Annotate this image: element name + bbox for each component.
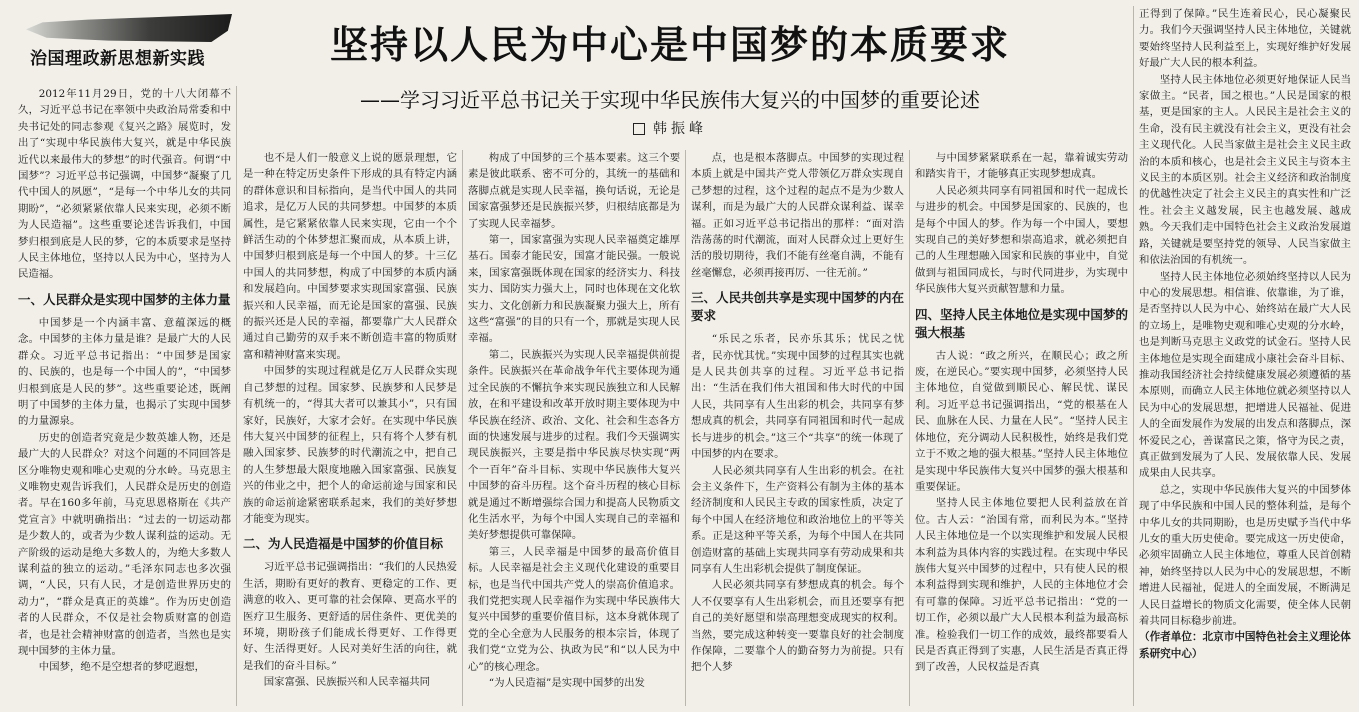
body-paragraph: 人民必须共同享有梦想成真的机会。每个人不仅要享有人生出彩机会，而且还要享有把自己的美好愿望和崇高理想变成现实的权利。当然，要完成这种转变一要靠良好的社会制度作保障，二要靠个人的勤奋努力为前提。只有把个人梦 bbox=[691, 579, 904, 674]
body-paragraph: 正得到了保障。”民生连着民心，民心凝聚民力。我们今天强调坚持人民主体地位，关键就要始终坚持人民利益至上，实现好维护好发展好最广大人民的根本利益。 bbox=[1139, 8, 1351, 70]
section-heading-2: 二、为人民造福是中国梦的价值目标 bbox=[243, 536, 444, 552]
body-paragraph: 总之，实现中华民族伟大复兴的中国梦体现了中华民族和中国人民的整体利益，是每个中华儿女的共同期盼，也是历史赋予当代中华儿女的重大历史使命。要完成这一历史使命，必须牢固确立人民主体地位，尊重人民首创精神，始终坚持以人民为中心的发展思想，不断增进人民福祉，促进人的全面发展，不断满足人民日益增长的物质文化需要，使全体人民朝着共同目标稳步前进。 bbox=[1139, 483, 1351, 628]
byline-box-icon bbox=[633, 123, 645, 135]
column-6 bbox=[1139, 6, 1351, 712]
article-title: 坚持以人民为中心是中国梦的本质要求 bbox=[329, 23, 1010, 67]
body-paragraph: 点，也是根本落脚点。中国梦的实现过程本质上就是中国共产党人带领亿万群众实现自己梦想的过程，这个过程的起点不是为少数人谋利，而是为最广大的人民群众谋利益、谋幸福。正如习近平总书记指出的那样：“面对浩浩荡荡的时代潮流，面对人民群众过上更好生活的殷切期待，我们不能有丝毫自满，不能有丝毫懈怠，必须再接再厉、一往无前。” bbox=[691, 152, 904, 279]
article-subtitle: ——学习习近平总书记关于实现中华民族伟大复兴的中国梦的重要论述 bbox=[360, 88, 980, 112]
column-label bbox=[8, 4, 240, 76]
body-paragraph: 坚持人民主体地位必须始终坚持以人民为中心的发展思想。相信谁、依靠谁，为了谁，是否坚持以人民为中心、始终站在最广大人民的立场上，是唯物史观和唯心史观的分水岭，也是判断马克思主义政党的试金石。坚持人民主体地位是实现全面建成小康社会奋斗目标、推动我国经济社会持续健康发展必须遵循的基本原则，而确立人民主体地位就必须坚持以人民为中心的发展思想，把增进人民福祉、促进人的全面发展作为发展的出发点和落脚点，深怀爱民之心，善谋富民之策，恪守为民之责，真正做到发展为了人民、发展依靠人民、发展成果由人民共享。 bbox=[1139, 270, 1351, 480]
body-paragraph: 人民必须共同享有同祖国和时代一起成长与进步的机会。中国梦是国家的、民族的，也是每个中国人的梦。作为每一个中国人，要想实现自己的美好梦想和崇高追求，就必须把自己的人生理想融入国家和民族的事业中，自觉做到与祖国同成长，与时代同进步，为实现中华民族伟大复兴贡献智慧和力量。 bbox=[915, 184, 1128, 296]
body-paragraph: 也不是人们一般意义上说的愿景理想，它是一种在特定历史条件下形成的具有特定内涵的群体意识和目标指向，是当代中国人的共同追求，是亿万人民的共同梦想。中国梦的本质属性，是它紧紧依靠人民来实现，它由一个个鲜活生动的个体梦想汇聚而成，从本质上讲，中国梦归根到底是每一个中国人的梦。十三亿中国人的共同梦想，构成了中国梦的本质内涵和发展趋向。中国梦要求实现国家富强、民族振兴和人民幸福，而无论是国家的富强、民族的振兴还是人民的幸福，都要靠广大人民群众通过自己勤劳的双手来不断创造丰富的物质财富和精神财富来实现。 bbox=[243, 152, 457, 361]
body-paragraph: 历史的创造者究竟是少数英雄人物，还是最广大的人民群众？对这个问题的不同回答是区分唯物史观和唯心史观的分水岭。马克思主义唯物史观告诉我们，人民群众是历史的创造者。早在160多年前，马克思恩格斯在《共产党宣言》中就明确指出：“过去的一切运动都是少数人的，或者为少数人谋利益的运动。无产阶级的运动是绝大多数人的，为绝大多数人谋利益的独立的运动。”毛泽东同志也多次强调，“人民，只有人民，才是创造世界历史的动力”，“群众是真正的英雄”。作为历史创造者的人民群众，不仅是社会物质财富的创造者，也是社会精神财富的创造者，当然也是实现中国梦的主体力量。 bbox=[18, 431, 231, 657]
body-paragraph: 习近平总书记强调指出：“我们的人民热爱生活，期盼有更好的教育、更稳定的工作、更满意的收入、更可靠的社会保障、更高水平的医疗卫生服务、更舒适的居住条件、更优美的环境，期盼孩子们能成长得更好、工作得更好、生活得更好。人民对美好生活的向往，就是我们的奋斗目标。” bbox=[243, 561, 457, 672]
body-paragraph: 第三，人民幸福是中国梦的最高价值目标。人民幸福是社会主义现代化建设的重要目标，也是当代中国共产党人的崇高价值追求。我们党把实现人民幸福作为实现中华民族伟大复兴中国梦的重要价值目标，这本身就体现了党的全心全意为人民服务的根本宗旨，体现了我们党“立党为公、执政为民”和“以人民为中心”的核心理念。 bbox=[468, 545, 680, 673]
article-byline bbox=[250, 118, 1090, 138]
body-paragraph: 坚持人民主体地位必须更好地保证人民当家做主。“民者，国之根也。”人民是国家的根基，更是国家的主人。人民民主是社会主义的生命，没有民主就没有社会主义，更没有社会主义现代化。人民当家做主是社会主义民主政治的本质和核心，也是社会主义民主与资本主义民主的本质区别。社会主义经济和政治制度的优越性决定了社会主义民主的真实性和广泛性。社会主义越发展，民主也越发展、越成熟。今天我们走中国特色社会主义政治发展道路，关键就是要坚持党的领导、人民当家做主和依法治国的有机统一。 bbox=[1139, 73, 1351, 267]
author-affiliation: （作者单位：北京市中国特色社会主义理论体系研究中心） bbox=[1139, 631, 1351, 660]
brush-stroke-decoration bbox=[26, 14, 232, 42]
body-paragraph: 中国梦，绝不是空想者的梦呓遐想， bbox=[38, 661, 206, 674]
column-2 bbox=[243, 150, 457, 712]
author-name: 韩振峰 bbox=[653, 121, 707, 137]
column-1 bbox=[18, 86, 231, 712]
column-label-text: 治国理政新思想新实践 bbox=[30, 49, 205, 69]
section-heading-1: 一、人民群众是实现中国梦的主体力量 bbox=[18, 291, 231, 307]
body-paragraph: 古人说：“政之所兴，在顺民心；政之所废，在逆民心。”要实现中国梦，必须坚持人民主体地位，自觉做到顺民心、解民忧、谋民利。习近平总书记强调指出，“党的根基在人民、血脉在人民、力量在人民”。“坚持人民主体地位，充分调动人民积极性，始终是我们党立于不败之地的强大根基。”坚持人民主体地位是实现中华民族伟大复兴中国梦的强大根基和重要保证。 bbox=[915, 349, 1128, 493]
body-paragraph: 第一，国家富强为实现人民幸福奠定雄厚基石。国泰才能民安，国富才能民强。一般说来，国家富强既体现在国家的经济实力、科技实力、国防实力强大上，同时也体现在文化软实力、文化创新力和民族凝聚力强大上，所有这些“富强”的目的只有一个，那就是实现人民幸福。 bbox=[468, 234, 680, 345]
body-paragraph: 坚持人民主体地位要把人民利益放在首位。古人云：“治国有常，而利民为本。”坚持人民主体地位是一个以实现维护和发展人民根本利益为具体内容的实践过程。在实现中华民族伟大复兴中国梦的过程中，只有使人民的根本利益得到实现和维护，人民的主体地位才会有可靠的保障。习近平总书记指出：“党的一切工作，必须以最广大人民根本利益为最高标准。检验我们一切工作的成效，最终都要看人民是否真正得到了实惠，人民生活是否真正得到了改善，人民权益是否真 bbox=[915, 497, 1128, 674]
body-paragraph: “乐民之乐者，民亦乐其乐；忧民之忧者，民亦忧其忧。”实现中国梦的过程其实也就是人民共创共享的过程。习近平总书记指出：“生活在我们伟大祖国和伟大时代的中国人民，共同享有人生出彩的机会，共同享有梦想成真的机会，共同享有同祖国和时代一起成长与进步的机会。”这三个“共享”的统一体现了中国梦的内在要求。 bbox=[691, 333, 904, 461]
body-paragraph: 国家富强、民族振兴和人民幸福共同 bbox=[263, 676, 431, 689]
column-4 bbox=[691, 150, 904, 712]
column-divider bbox=[1133, 6, 1134, 706]
body-paragraph: “为人民造福”是实现中国梦的出发 bbox=[488, 677, 645, 689]
column-divider bbox=[909, 150, 910, 706]
body-paragraph: 人民必须共同享有人生出彩的机会。在社会主义条件下，生产资料公有制为主体的基本经济制度和人民民主专政的国家性质，决定了每个中国人在经济地位和政治地位上的平等关系。正是这种平等关系，为每个中国人在共同创造财富的基础上实现共同享有劳动成果和共同享有人生出彩机会提供了制度保证。 bbox=[691, 464, 904, 575]
section-heading-4: 四、坚持人民主体地位是实现中国梦的强大根基 bbox=[915, 306, 1128, 340]
column-divider bbox=[236, 86, 237, 706]
body-paragraph: 与中国梦紧紧联系在一起，靠着诚实劳动和踏实肯干，才能够真正实现梦想成真。 bbox=[915, 152, 1128, 181]
body-paragraph: 中国梦是一个内涵丰富、意蕴深远的概念。中国梦的主体力量是谁？是最广大的人民群众。习近平总书记指出：“中国梦是国家的、民族的，也是每一个中国人的”，“中国梦归根到底是人民的梦”。这些重要论述，既阐明了中国梦的主体力量，也揭示了实现中国梦的力量源泉。 bbox=[18, 316, 231, 428]
body-paragraph: 中国梦的实现过程就是亿万人民群众实现自己梦想的过程。国家梦、民族梦和人民梦是有机统一的，“得其大者可以兼其小”，只有国家好，民族好，大家才会好。在实现中华民族伟大复兴中国梦的征程上，只有将个人梦有机融入国家梦、民族梦的时代潮流之中，把自己的人生梦想最大限度地融入国家富强、民族复兴的伟业之中，把个人的命运前途与国家和民族的命运前途紧密联系起来，我们的美好梦想才能变为现实。 bbox=[243, 365, 457, 525]
body-paragraph: 构成了中国梦的三个基本要素。这三个要素是彼此联系、密不可分的，其统一的基础和落脚点就是实现人民幸福，换句话说，无论是国家富强梦还是民族振兴梦，归根结底都是为了实现人民幸福梦。 bbox=[468, 152, 680, 230]
column-divider bbox=[685, 150, 686, 706]
column-3 bbox=[468, 150, 680, 712]
section-heading-3: 三、人民共创共享是实现中国梦的内在要求 bbox=[691, 290, 904, 324]
intro-paragraph: 2012年11月29日，党的十八大闭幕不久，习近平总书记在率领中央政治局常委和中央书记处的同志参观《复兴之路》展览时，发出了“实现中华民族伟大复兴，就是中华民族近代以来最伟大的梦想”的时代强音。何谓“中国梦”？习近平总书记强调，中国梦“凝聚了几代中国人的夙愿”，“是每一个中华儿女的共同期盼”，“必须紧紧依靠人民来实现，必须不断为人民造福”。这些重要论述告诉我们，中国梦归根到底是人民的梦，它的本质要求是坚持人民主体地位，坚持以人民为中心，坚持为人民造福。 bbox=[18, 88, 231, 281]
column-divider bbox=[462, 150, 463, 706]
body-paragraph: 第二，民族振兴为实现人民幸福提供前提条件。民族振兴在革命战争年代主要体现为通过全民族的不懈抗争来实现民族独立和人民解放，在和平建设和改革开放时期主要体现为中华民族在经济、政治、文化、社会和生态各方面的快速发展与进步的过程。我们今天强调实现民族振兴，主要是指中华民族尽快实现“两个一百年”奋斗目标、实现中华民族伟大复兴中国梦的奋斗历程。这个奋斗历程的核心目标就是通过不断增强综合国力和提高人民物质文化生活水平，为每个中国人实现自己的幸福和美好梦想提供可靠保障。 bbox=[468, 348, 680, 542]
column-5 bbox=[915, 150, 1128, 712]
